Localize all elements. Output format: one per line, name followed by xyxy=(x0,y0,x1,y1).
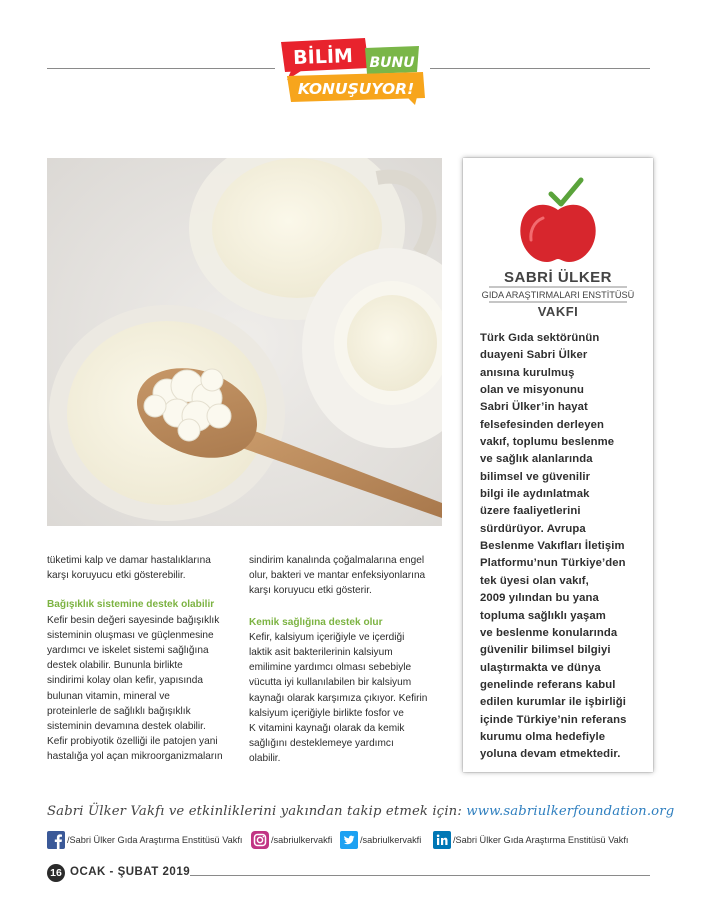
header-rule-right xyxy=(430,68,650,69)
bilim-bunu-konusuyor-logo xyxy=(273,34,433,106)
sidebar-line: Platformu’nun Türkiye’den xyxy=(480,557,626,570)
social-instagram[interactable] xyxy=(251,830,332,850)
footer-rule xyxy=(190,875,650,876)
sidebar-line: duayeni Sabri Ülker xyxy=(480,349,588,362)
body-line: sisteminin devamına destek olabilir. xyxy=(47,721,206,733)
sidebar-line: genelinde referans kabul xyxy=(480,678,616,691)
sidebar-line: vakıf, toplumu beslenme xyxy=(480,436,615,449)
body-line: emilimine yardımcı olması sebebiyle xyxy=(249,662,412,674)
foundation-website-link[interactable]: www.sabriulkerfoundation.org xyxy=(466,804,675,819)
body-line: proteinlerle de sağlıklı bağışıklık xyxy=(47,705,191,717)
kefir-photo xyxy=(47,158,442,526)
linkedin-icon xyxy=(433,831,451,849)
sidebar-line: tek üyesi olan vakıf, xyxy=(480,574,589,587)
sidebar-line: güvenilir bilimsel bilgiyi xyxy=(480,644,611,657)
twitter-icon xyxy=(340,831,358,849)
body-line: kalsiyum içeriğiyle birlikte fosfor ve xyxy=(249,707,404,719)
twitter-handle: /sabriulkervakfi xyxy=(360,835,422,845)
instagram-handle: /sabriulkervakfi xyxy=(271,835,333,845)
sidebar-line: ve sağlık alanlarında xyxy=(480,453,593,466)
body-line: Kefir probiyotik özelliği ile patojen yani xyxy=(47,736,218,748)
sidebar-line: ulaştırmakta ve dünya xyxy=(480,661,601,674)
check-icon xyxy=(551,180,581,204)
body-line: sisteminin oluşması ve güçlenmesine xyxy=(47,629,214,641)
section-heading-bone: Kemik sağlığına destek olur xyxy=(249,616,383,628)
sidebar-line: içinde Türkiye’nin referans xyxy=(480,713,627,726)
foundation-sidebar xyxy=(463,158,653,772)
logo-word-konusuyor: KONUŞUYOR! xyxy=(297,80,415,98)
sidebar-line: edilen kurumlar ile işbirliği xyxy=(480,696,627,709)
body-line: olabilir. xyxy=(249,753,281,765)
body-line: vücutta iyi kullanılabilen bir kalsiyum xyxy=(249,677,412,689)
body-line: karşı koruyucu etki gösterebilir. xyxy=(47,570,186,582)
body-line: olur, bakteri ve mantar enfeksiyonlarına xyxy=(249,570,426,582)
page-number: 16 xyxy=(47,864,65,882)
section-heading-immunity: Bağışıklık sistemine destek olabilir xyxy=(47,599,215,611)
logo-org: VAKFI xyxy=(537,304,579,319)
logo-subtitle: GIDA ARAŞTIRMALARI ENSTİTÜSÜ xyxy=(481,290,635,300)
sidebar-line: ve beslenme konularında xyxy=(480,626,618,639)
social-linkedin[interactable] xyxy=(433,830,628,850)
follow-line xyxy=(47,804,675,819)
body-line: Kefir, kalsiyum içeriğiyle ve içerdiği xyxy=(249,631,405,643)
sidebar-line: sürdürüyor. Avrupa xyxy=(480,522,586,535)
sidebar-line: Türk Gıda sektörünün xyxy=(480,332,600,344)
sidebar-line: yoluna devam etmektedir. xyxy=(480,748,621,761)
sabri-ulker-foundation-logo xyxy=(473,170,643,320)
header-rule-left xyxy=(47,68,275,69)
body-line: yardımcı ve iskelet sistemi sağlığına xyxy=(47,645,209,657)
issue-date: OCAK - ŞUBAT 2019 xyxy=(70,866,191,878)
sidebar-line: anısına kurulmuş xyxy=(480,366,575,379)
body-line: bulunan vitamin, mineral ve xyxy=(47,690,170,702)
article-column-left xyxy=(47,553,239,765)
sidebar-line: kurumu olma hedefiyle xyxy=(480,730,606,743)
linkedin-handle: /Sabri Ülker Gıda Araştırma Enstitüsü Vakfı xyxy=(453,835,629,845)
logo-word-bilim: BİLİM xyxy=(292,44,354,70)
body-line: sindirimi kolay olan kefir, yapısında xyxy=(47,675,203,687)
body-line: sindirim kanalında çoğalmalarına engel xyxy=(249,555,425,566)
sidebar-line: bilgi ile aydınlatmak xyxy=(480,488,590,501)
facebook-handle: /Sabri Ülker Gıda Araştırma Enstitüsü Vakfı xyxy=(67,835,243,845)
foundation-description xyxy=(480,330,645,764)
sidebar-line: üzere faaliyetlerini xyxy=(480,505,581,518)
sidebar-line: Sabri Ülker’in hayat xyxy=(480,401,588,414)
logo-name: SABRİ ÜLKER xyxy=(503,269,613,286)
body-line: kaynağı olarak karşımıza çıkıyor. Kefirin xyxy=(249,692,428,704)
body-line: destek olabilir. Bununla birlikte xyxy=(47,660,183,672)
sidebar-line: olan ve misyonunu xyxy=(480,384,585,397)
sidebar-line: bilimsel ve güvenilir xyxy=(480,470,591,483)
body-line: tüketimi kalp ve damar hastalıklarına xyxy=(47,555,211,566)
body-line: Kefir besin değeri sayesinde bağışıklık xyxy=(47,614,220,626)
body-line: K vitamini kaynağı olarak da kemik xyxy=(249,723,405,735)
sidebar-line: topluma sağlıklı yaşam xyxy=(480,609,606,622)
facebook-icon xyxy=(47,831,65,849)
article-column-right xyxy=(249,553,444,767)
body-line: hastalığa yol açan mikroorganizmaların xyxy=(47,751,223,763)
sidebar-line: 2009 yılından bu yana xyxy=(480,592,599,605)
logo-word-bunu: BUNU xyxy=(369,55,415,71)
instagram-icon xyxy=(251,831,269,849)
body-line: sağlığını desteklemeye yardımcı xyxy=(249,738,394,750)
social-twitter[interactable] xyxy=(340,830,421,850)
body-line: laktik asit bakterilerinin kalsiyum xyxy=(249,647,393,659)
sidebar-line: felsefesinden derleyen xyxy=(480,418,605,431)
sidebar-line: Beslenme Vakıfları İletişim xyxy=(480,540,625,553)
social-facebook[interactable] xyxy=(47,830,242,850)
follow-text: Sabri Ülker Vakfı ve etkinliklerini yakından takip etmek için: xyxy=(47,804,462,819)
body-line: karşı koruyucu etki gösterir. xyxy=(249,585,372,597)
